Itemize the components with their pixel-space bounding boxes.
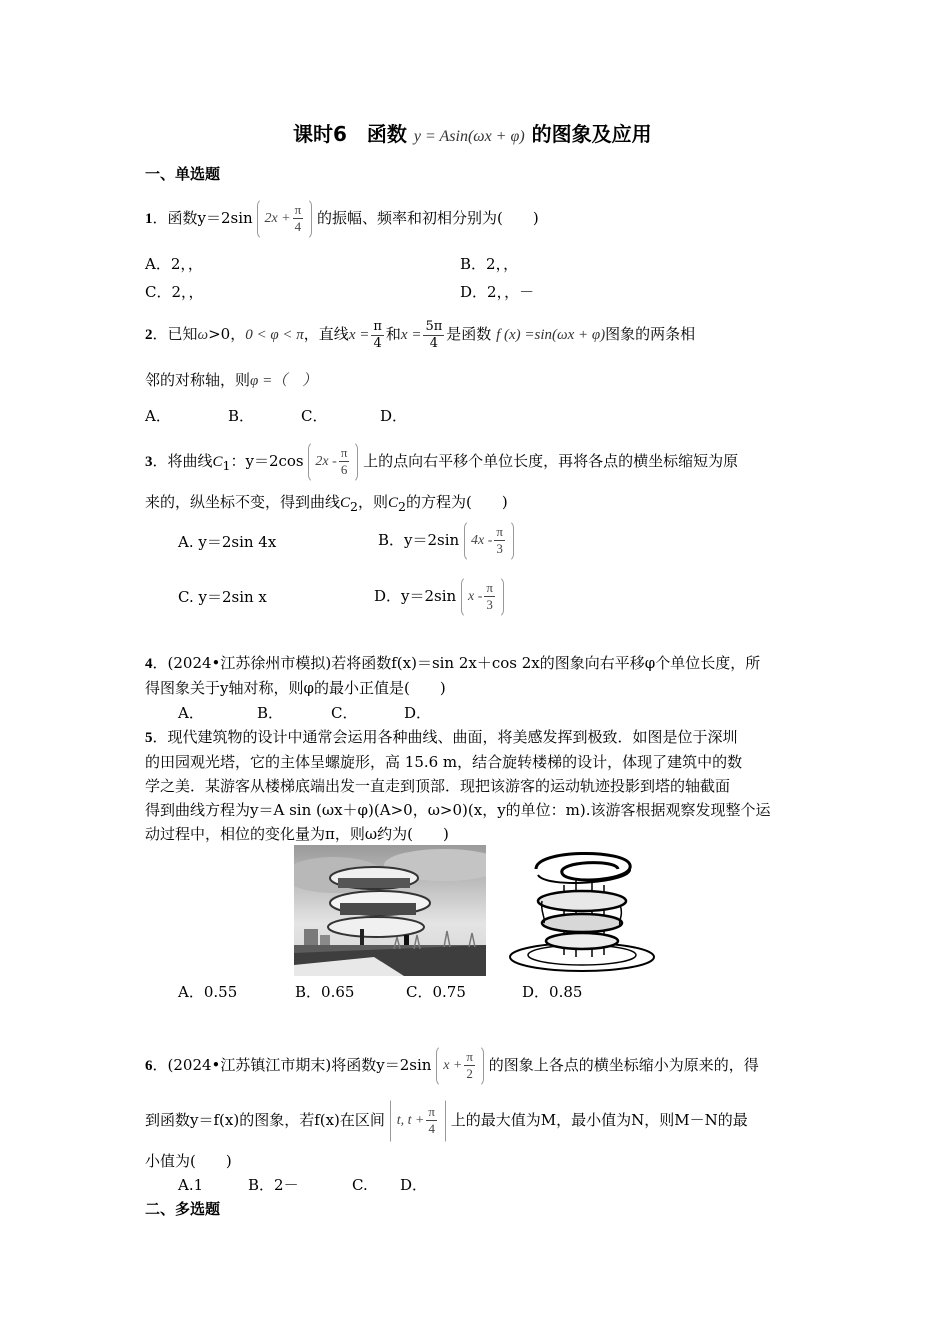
question-4-line1: 4．(2024•江苏徐州市模拟)若将函数f(x)＝sin 2x＋cos 2x的图象向右平移φ个单位长度，所: [145, 654, 761, 672]
question-3-line2: 来的，纵坐标不变，得到曲线$C_2$，则$C_2$的方程为( ): [145, 493, 508, 514]
option-4a: A．: [178, 704, 204, 722]
option-1d: D．2，，－: [460, 283, 535, 301]
fraction: $\frac{\pi}{6}$: [340, 445, 348, 478]
paren-expression: 2x - $\frac{\pi}{6}$: [308, 441, 358, 483]
option-6d: D．: [400, 1176, 428, 1194]
question-3-stem: 3．将曲线$C_1$：y＝2cos 2x - $\frac{\pi}{6}$ 上的点向右平移个单位长度，再将各点的横坐标缩短为原: [145, 441, 738, 486]
question-5-line5: 动过程中，相位的变化量为π，则ω约为( ): [145, 825, 449, 843]
interval-expression: t, t + $\frac{\pi}{4}$: [390, 1100, 446, 1142]
fraction: $\frac{\pi}{2}$: [466, 1049, 473, 1082]
fraction: $\frac{\pi}{3}$: [486, 580, 493, 613]
fraction: $\frac{\pi}{4}$: [428, 1104, 435, 1137]
option-1c: C．2，，: [145, 283, 204, 301]
option-4c: C．: [331, 704, 358, 722]
paren-expression: 2x + $\frac{\pi}{4}$: [257, 198, 312, 240]
question-6-line3: 小值为( ): [145, 1152, 232, 1170]
question-4-line2: 得图象关于y轴对称，则φ的最小正值是( ): [145, 679, 446, 697]
option-1b: B．2，，: [460, 255, 519, 273]
fraction: $\frac{\pi}{4}$: [294, 202, 302, 235]
section-heading-multiple-choice: 二、多选题: [145, 1200, 221, 1218]
option-5d: D．0.85: [522, 983, 583, 1001]
option-4d: D．: [404, 704, 432, 722]
question-2-line2: 邻的对称轴，则φ =（ ）: [145, 371, 318, 389]
question-1-stem: 1．函数y＝2sin 2x + $\frac{\pi}{4}$ 的振幅、频率和初相分别为( ): [145, 198, 539, 240]
option-3d: D．y＝2sin x - $\frac{\pi}{3}$: [374, 576, 504, 618]
title-formula: y = Asin(ωx + φ): [413, 128, 525, 145]
question-6-line1: 6．(2024•江苏镇江市期末)将函数y＝2sin x + $\frac{\pi}{2}$ 的图象上各点的横坐标缩小为原来的，得: [145, 1045, 759, 1087]
option-3b: B．y＝2sin 4x - $\frac{\pi}{3}$: [378, 520, 514, 562]
page-title: 课时6 函数 y = Asin(ωx + φ) 的图象及应用: [293, 122, 652, 146]
question-2-stem: 2．已知ω>0，0 < φ < π，直线x = $\frac{\pi}{4}$ 和x = $\frac{5\pi}{4}$ 是函数 f (x) =sin(ωx + φ)图象的两条相: [145, 318, 696, 351]
question-5-line4: 得到曲线方程为y＝A sin (ωx＋φ)(A>0，ω>0)(x，y的单位：m).该游客根据观察发现整个运: [145, 801, 771, 819]
option-2a: A．: [145, 407, 171, 425]
option-5c: C．0.75: [406, 983, 466, 1001]
option-3c: C. y＝2sin x: [178, 588, 267, 606]
section-heading-single-choice: 一、单选题: [145, 165, 221, 183]
option-3a: A. y＝2sin 4x: [178, 533, 277, 551]
option-2c: C．: [301, 407, 328, 425]
question-6-line2: 到函数y＝f(x)的图象，若f(x)在区间 t, t + $\frac{\pi}{4}$ 上的最大值为M，最小值为N，则M－N的最: [145, 1100, 748, 1142]
option-6a: A.1: [178, 1176, 204, 1194]
question-5-line3: 学之美．某游客从楼梯底端出发一直走到顶部．现把该游客的运动轨迹投影到塔的轴截面: [145, 777, 731, 795]
question-5-line2: 的田园观光塔，它的主体呈螺旋形，高 15.6 m，结合旋转楼梯的设计，体现了建筑中的数: [145, 753, 743, 771]
option-2d: D．: [380, 407, 408, 425]
fraction: $\frac{5\pi}{4}$: [425, 318, 443, 351]
fraction: $\frac{\pi}{3}$: [496, 524, 503, 557]
option-1a: A．2，，: [145, 255, 203, 273]
option-6b: B．2－: [248, 1176, 299, 1194]
fraction: $\frac{\pi}{4}$: [373, 318, 382, 351]
spiral-tower-diagram: [506, 845, 658, 976]
option-2b: B．: [228, 407, 255, 425]
option-6c: C.: [352, 1176, 368, 1194]
tower-photo: [294, 845, 486, 976]
question-5-line1: 5．现代建筑物的设计中通常会运用各种曲线、曲面，将美感发挥到极致．如图是位于深圳: [145, 728, 738, 746]
option-5b: B．0.65: [295, 983, 355, 1001]
option-4b: B．: [257, 704, 284, 722]
option-5a: A．0.55: [178, 983, 238, 1001]
